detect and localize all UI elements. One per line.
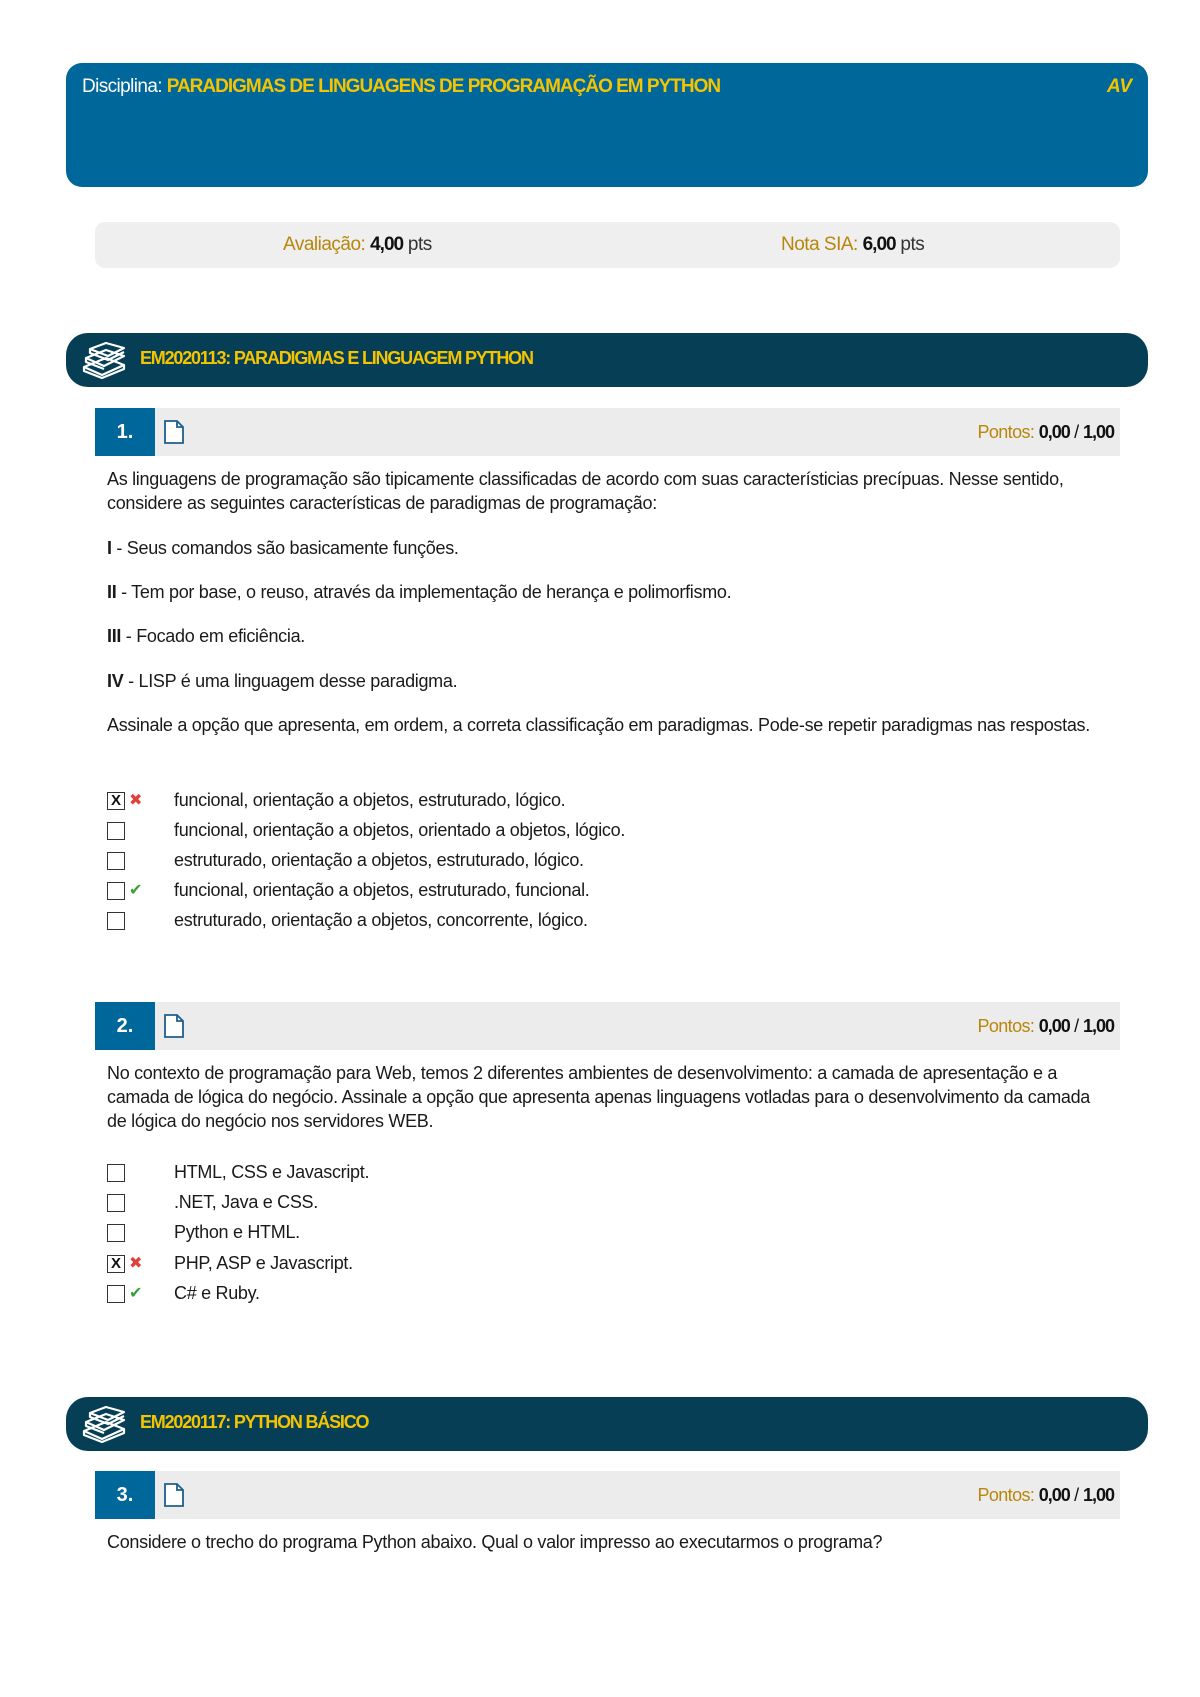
question-points: Pontos: 0,00 / 1,00 xyxy=(977,422,1114,442)
sia-label: Nota SIA: xyxy=(781,234,858,255)
option-label: funcional, orientação a objetos, estruturado, lógico. xyxy=(174,790,566,810)
option-checkbox[interactable] xyxy=(107,1164,125,1182)
wrong-mark-icon: ✖ xyxy=(129,792,143,809)
question-points: Pontos: 0,00 / 1,00 xyxy=(977,1016,1114,1036)
points-earned: 0,00 xyxy=(1038,1485,1070,1505)
option-checkbox[interactable] xyxy=(107,1224,125,1242)
sia-unit: pts xyxy=(900,234,925,255)
discipline-label: Disciplina: xyxy=(82,76,162,97)
module-header xyxy=(66,333,1148,387)
correct-mark-icon: ✔ xyxy=(129,1285,143,1302)
sia-score xyxy=(781,234,924,256)
points-max: 1,00 xyxy=(1082,1016,1114,1036)
answer-option[interactable] xyxy=(107,820,1107,848)
avaliacao-score xyxy=(283,234,432,256)
option-label: funcional, orientação a objetos, estruturado, funcional. xyxy=(174,880,590,900)
question-header xyxy=(95,408,1120,456)
question-number: 1. xyxy=(95,408,155,456)
answer-option[interactable] xyxy=(107,880,1107,908)
points-max: 1,00 xyxy=(1082,1485,1114,1505)
option-label: .NET, Java e CSS. xyxy=(174,1192,318,1212)
discipline-name: PARADIGMAS DE LINGUAGENS DE PROGRAMAÇÃO EM PYTHON xyxy=(166,76,721,97)
option-checkbox[interactable] xyxy=(107,822,125,840)
question-text: No contexto de programação para Web, temos 2 diferentes ambientes de desenvolvimento: a camada de apresentação e a camada de lógica do negócio. Assinale a opção que apresenta apenas linguagens votladas para o desenvolvimento da camada de lógica do negócio nos servidores WEB. xyxy=(107,1063,1091,1131)
question-number: 2. xyxy=(95,1002,155,1050)
points-earned: 0,00 xyxy=(1038,1016,1070,1036)
avaliacao-label: Avaliação: xyxy=(283,234,366,255)
answer-option[interactable] xyxy=(107,910,1107,938)
answer-option[interactable] xyxy=(107,850,1107,878)
discipline-line xyxy=(82,76,720,98)
module-header xyxy=(66,1397,1148,1451)
points-label: Pontos: xyxy=(977,1016,1035,1036)
points-label: Pontos: xyxy=(977,1485,1035,1505)
avaliacao-unit: pts xyxy=(407,234,432,255)
option-checkbox[interactable] xyxy=(107,1194,125,1212)
books-icon xyxy=(80,1405,128,1443)
points-label: Pontos: xyxy=(977,422,1035,442)
document-icon xyxy=(163,420,185,444)
answer-option[interactable] xyxy=(107,1222,1107,1250)
document-icon xyxy=(163,1483,185,1507)
document-icon xyxy=(163,1014,185,1038)
option-checkbox[interactable]: X xyxy=(107,792,125,810)
option-label: Python e HTML. xyxy=(174,1222,300,1242)
avaliacao-value: 4,00 xyxy=(370,234,404,255)
answer-option[interactable] xyxy=(107,790,1107,818)
points-max: 1,00 xyxy=(1082,422,1114,442)
option-label: C# e Ruby. xyxy=(174,1283,260,1303)
answer-option[interactable] xyxy=(107,1162,1107,1190)
question-header xyxy=(95,1002,1120,1050)
question-points: Pontos: 0,00 / 1,00 xyxy=(977,1485,1114,1505)
option-label: PHP, ASP e Javascript. xyxy=(174,1253,353,1273)
option-checkbox[interactable] xyxy=(107,882,125,900)
score-bar xyxy=(95,222,1120,268)
wrong-mark-icon: ✖ xyxy=(129,1255,143,1272)
question-prompt: Assinale a opção que apresenta, em ordem, a correta classificação em paradigmas. Pode-se repetir paradigmas nas respostas. xyxy=(107,715,1090,735)
answer-option[interactable] xyxy=(107,1192,1107,1220)
question-header xyxy=(95,1471,1120,1519)
statement-item: III - Focado em eficiência. xyxy=(107,626,305,646)
module-title: EM2020113: PARADIGMAS E LINGUAGEM PYTHON xyxy=(140,348,533,368)
statement-item: IV - LISP é uma linguagem desse paradigma. xyxy=(107,671,458,691)
sia-value: 6,00 xyxy=(862,234,896,255)
question-text: Considere o trecho do programa Python abaixo. Qual o valor impresso ao executarmos o programa? xyxy=(107,1532,883,1552)
option-label: HTML, CSS e Javascript. xyxy=(174,1162,370,1182)
points-earned: 0,00 xyxy=(1038,422,1070,442)
option-label: funcional, orientação a objetos, orientado a objetos, lógico. xyxy=(174,820,626,840)
books-icon xyxy=(80,341,128,379)
correct-mark-icon: ✔ xyxy=(129,882,143,899)
option-label: estruturado, orientação a objetos, concorrente, lógico. xyxy=(174,910,588,930)
answer-option[interactable] xyxy=(107,1253,1107,1281)
option-checkbox[interactable]: X xyxy=(107,1255,125,1273)
option-checkbox[interactable] xyxy=(107,912,125,930)
statement-item: II - Tem por base, o reuso, através da implementação de herança e polimorfismo. xyxy=(107,582,732,602)
option-label: estruturado, orientação a objetos, estruturado, lógico. xyxy=(174,850,584,870)
question-number: 3. xyxy=(95,1471,155,1519)
question-text: As linguagens de programação são tipicamente classificadas de acordo com suas característicias precípuas. Nesse sentido, considere as seguintes características de paradigmas de programação: xyxy=(107,469,1064,513)
answer-option[interactable] xyxy=(107,1283,1107,1311)
option-checkbox[interactable] xyxy=(107,852,125,870)
option-checkbox[interactable] xyxy=(107,1285,125,1303)
exam-type: AV xyxy=(1107,76,1132,97)
module-title: EM2020117: PYTHON BÁSICO xyxy=(140,1412,369,1432)
discipline-header xyxy=(66,63,1148,187)
statement-item: I - Seus comandos são basicamente funções. xyxy=(107,538,459,558)
